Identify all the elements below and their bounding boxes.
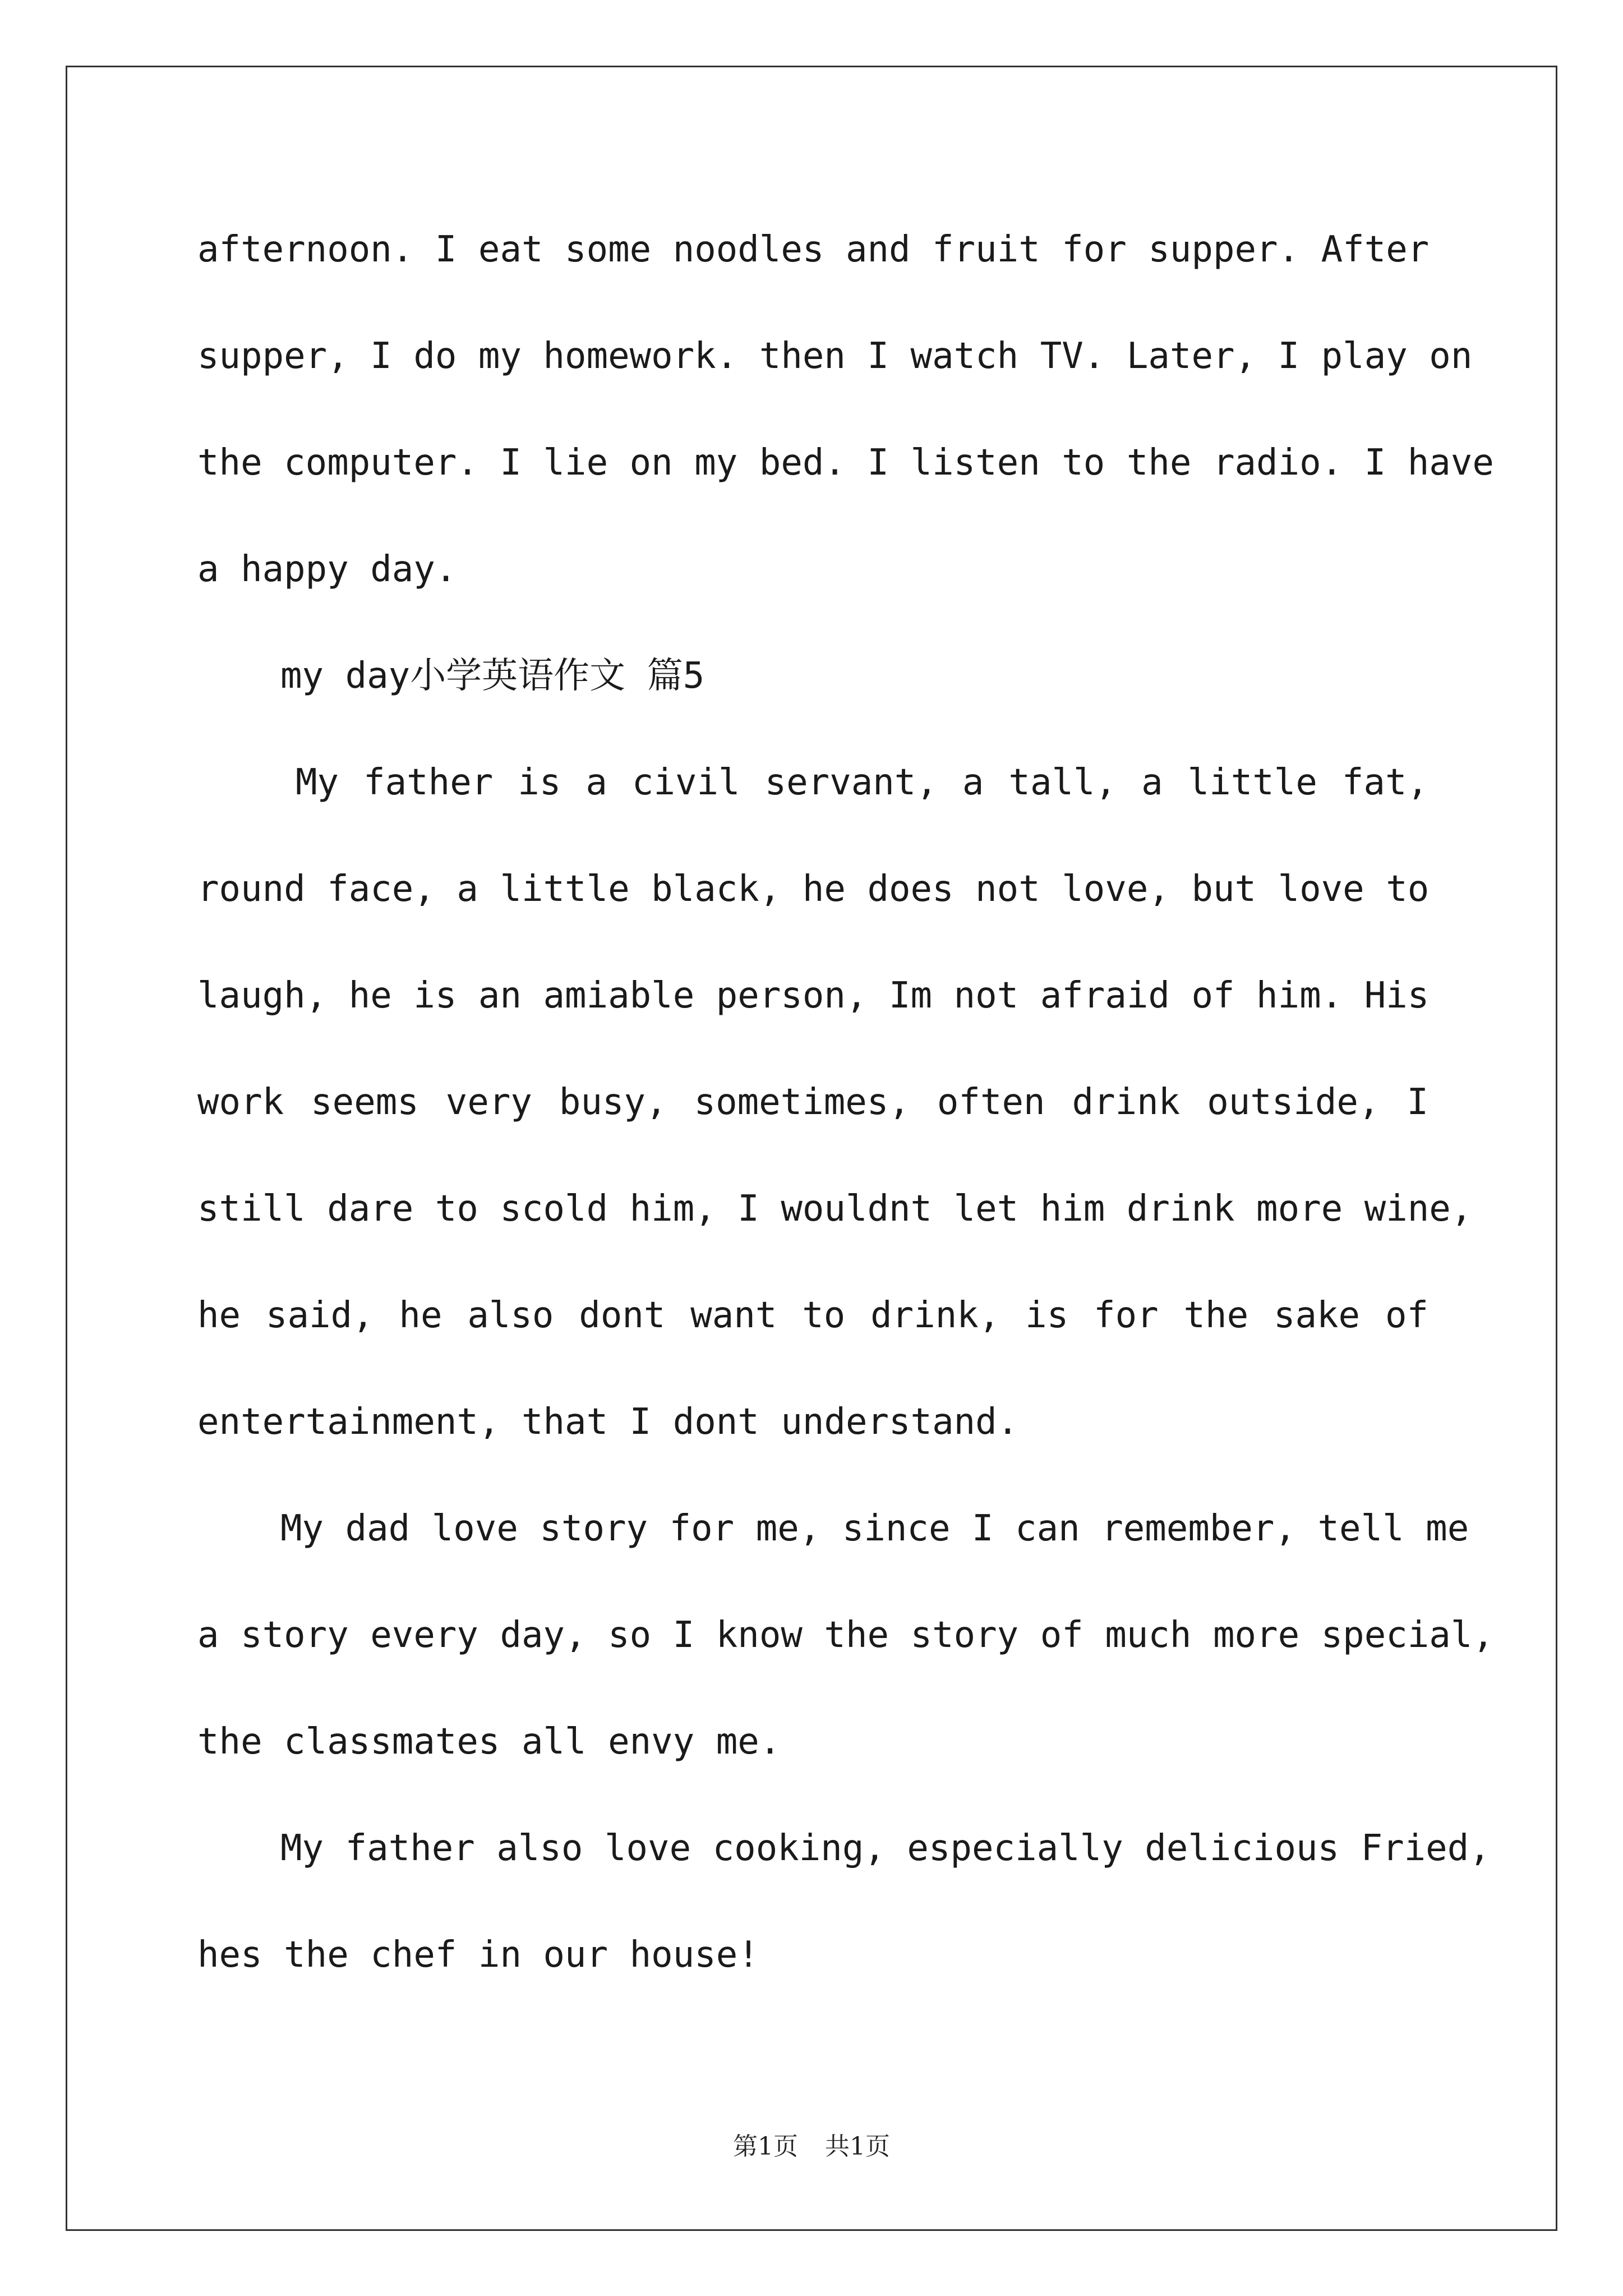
page-total: 共1页	[825, 2132, 890, 2161]
text-line: still dare to scold him, I wouldnt let him drink more wine,	[197, 1188, 1473, 1230]
text-line: a happy day.	[197, 549, 457, 590]
text-line: laugh, he is an amiable person, Im not afraid of him. His	[197, 975, 1430, 1016]
text-line: work seems very busy, sometimes, often drink outside, I	[197, 1082, 1428, 1123]
page-number: 第1页	[733, 2132, 798, 2161]
document-body	[197, 219, 1494, 2031]
text-line: the computer. I lie on my bed. I listen to the radio. I have	[197, 442, 1494, 484]
text-line: supper, I do my homework. then I watch TV. Later, I play on	[197, 335, 1473, 377]
section-heading: my day小学英语作文 篇5	[280, 655, 705, 697]
text-line: afternoon. I eat some noodles and fruit for supper. After	[197, 229, 1430, 270]
text-line: a story every day, so I know the story of much more special,	[197, 1614, 1494, 1656]
text-line: entertainment, that I dont understand.	[197, 1401, 1019, 1443]
text-line: round face, a little black, he does not love, but love to	[197, 868, 1430, 910]
page-footer	[0, 2126, 1623, 2162]
text-line: hes the chef in our house!	[197, 1934, 759, 1976]
text-line: My father is a civil servant, a tall, a little fat,	[296, 762, 1428, 803]
text-line: the classmates all envy me.	[197, 1721, 781, 1763]
text-line: My dad love story for me, since I can remember, tell me	[280, 1508, 1469, 1549]
text-line: My father also love cooking, especially delicious Fried,	[280, 1828, 1491, 1869]
text-line: he said, he also dont want to drink, is for the sake of	[197, 1295, 1428, 1336]
